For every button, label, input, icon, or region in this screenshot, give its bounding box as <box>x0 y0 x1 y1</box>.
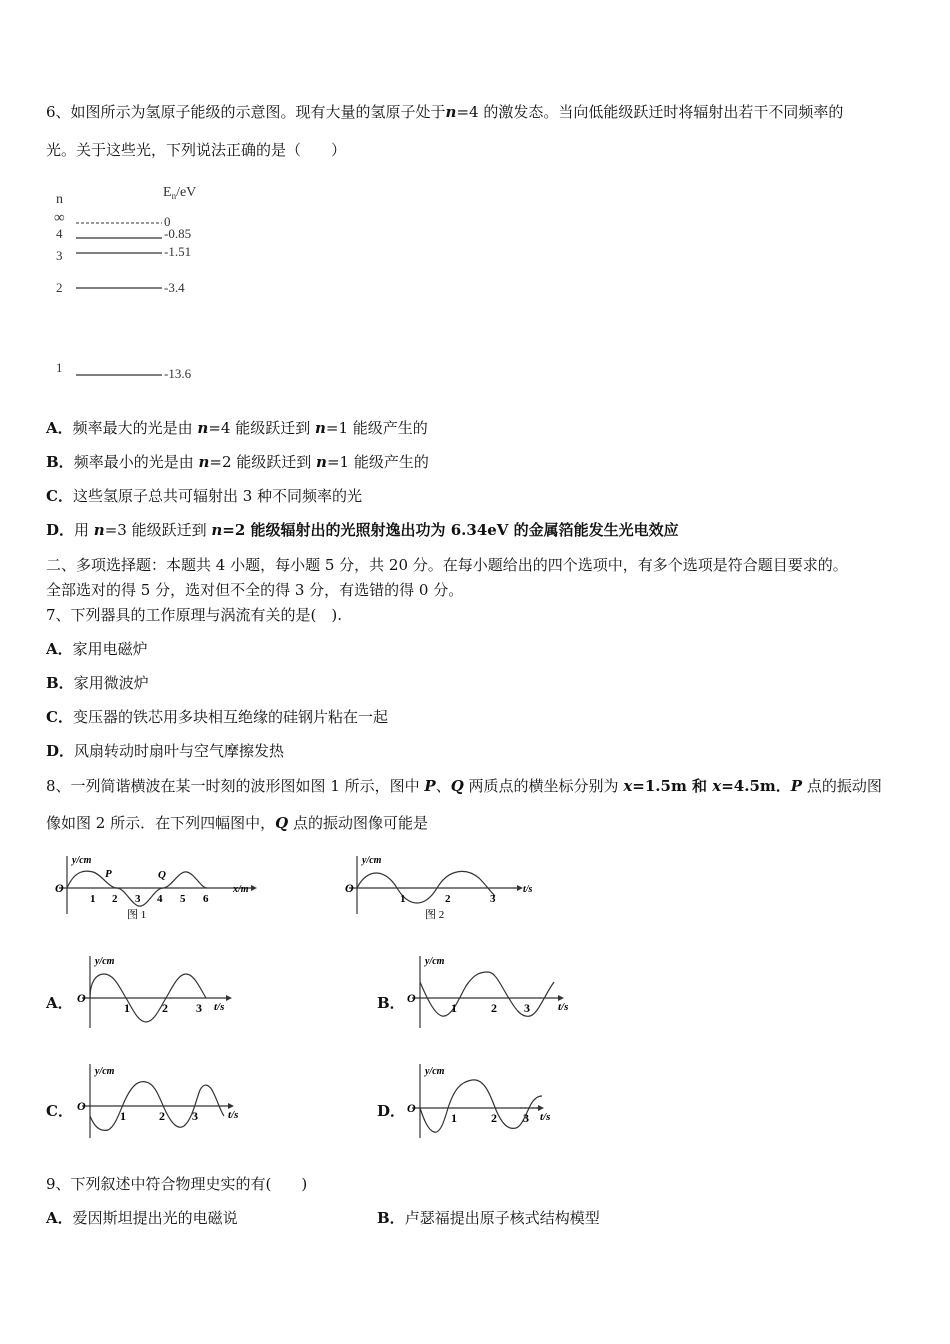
energy-axis-label: $E_n/eV$ <box>163 185 197 201</box>
x-axis-label: t/s <box>558 1001 569 1013</box>
option-var: n <box>93 521 105 539</box>
option-label: D． <box>46 742 75 760</box>
q7-option-a[interactable] <box>46 639 148 659</box>
q6-stem-text: =4 的激发态。当向低能级跃迁时将辐射出若干不同频率的 <box>456 103 844 121</box>
tick-label: 3 <box>523 1111 529 1125</box>
option-label: A． <box>46 994 73 1012</box>
option-curve <box>420 972 554 1016</box>
option-label: D． <box>377 1102 406 1120</box>
option-text: =1 能级产生的 <box>325 419 428 437</box>
section2-heading-line2 <box>46 580 463 600</box>
option-var: n <box>198 453 210 471</box>
option-text: =4 能级跃迁到 <box>208 419 315 437</box>
q6-option-a[interactable] <box>46 418 428 438</box>
option-text: 家用微波炉 <box>73 674 149 692</box>
figure-1-wave-graph <box>55 852 265 927</box>
q8-text: 点的振动图像可能是 <box>288 814 428 832</box>
y-axis-label: y/cm <box>362 855 382 866</box>
option-text: 用 <box>74 521 94 539</box>
q6-stem-line2 <box>46 140 346 160</box>
tick-label: 3 <box>196 1001 202 1015</box>
option-text: 爱因斯坦提出光的电磁说 <box>72 1209 238 1227</box>
q9-option-a[interactable] <box>46 1208 238 1228</box>
q8-option-a-label[interactable] <box>46 993 73 1013</box>
x-axis-label: x/m <box>233 884 249 895</box>
q8-text: 8、一列简谐横波在某一时刻的波形图如图 1 所示，图中 <box>46 777 425 795</box>
y-axis-label: y/cm <box>95 956 115 967</box>
q8-var-x: x <box>623 777 633 795</box>
q7-option-d[interactable] <box>46 741 284 761</box>
n-axis-label: n <box>56 192 63 207</box>
x-axis-label: t/s <box>214 1001 225 1013</box>
level-e-2: -3.4 <box>164 280 185 295</box>
q6-option-c[interactable] <box>46 486 362 506</box>
option-var: n <box>197 419 209 437</box>
tick-label: 3 <box>490 893 496 905</box>
tick-label: 4 <box>157 893 163 905</box>
option-text: =2 能级跃迁到 <box>209 453 317 471</box>
tick-label: 6 <box>203 893 209 905</box>
q6-stem-text: 光。关于这些光，下列说法正确的是（ ） <box>46 141 347 159</box>
point-q-label: Q <box>158 869 166 881</box>
q6-stem-line1 <box>46 102 843 122</box>
option-label: C． <box>46 487 73 505</box>
option-text: 这些氢原子总共可辐射出 3 种不同频率的光 <box>72 487 363 505</box>
vibration-curve <box>357 871 495 903</box>
section2-heading-line1 <box>46 555 848 575</box>
option-label: A． <box>46 1209 73 1227</box>
option-var: n <box>211 521 223 539</box>
level-e-inf: 0 <box>164 214 171 229</box>
option-text: 家用电磁炉 <box>72 640 148 658</box>
figure-caption: 图 1 <box>127 909 147 921</box>
q8-stem-line2 <box>46 813 428 833</box>
section-text: 二、多项选择题：本题共 4 小题，每小题 5 分，共 20 分。在每小题给出的四个选项中，有多个选项是符合题目要求的。 <box>46 556 848 574</box>
tick-label: 1 <box>451 1001 457 1015</box>
origin-label: O <box>77 991 86 1005</box>
tick-label: 2 <box>159 1109 165 1123</box>
q8-option-c-label[interactable] <box>46 1101 73 1121</box>
section-text: 全部选对的得 5 分，选对但不全的得 3 分，有选错的得 0 分。 <box>46 581 464 599</box>
option-text: =3 能级跃迁到 <box>104 521 212 539</box>
origin-label: O <box>407 1101 416 1115</box>
option-label: C． <box>46 1102 73 1120</box>
tick-label: 1 <box>124 1001 130 1015</box>
level-n-1: 1 <box>56 360 63 375</box>
x-axis-label: t/s <box>523 884 533 895</box>
level-n-inf: ∞ <box>54 210 65 226</box>
x-axis-arrow <box>251 885 257 891</box>
tick-label: 3 <box>524 1001 530 1015</box>
level-n-2: 2 <box>56 280 63 295</box>
q8-text: =4.5m． <box>721 777 791 795</box>
tick-label: 1 <box>90 893 96 905</box>
option-label: B． <box>377 1209 405 1227</box>
q8-option-b-label[interactable] <box>377 993 405 1013</box>
origin-label: O <box>55 881 64 895</box>
q8-option-c-graph[interactable] <box>72 1060 252 1142</box>
option-text: 频率最大的光是由 <box>72 419 198 437</box>
option-label: B． <box>46 674 74 692</box>
q7-option-b[interactable] <box>46 673 149 693</box>
option-var: n <box>316 453 327 471</box>
figure-caption: 图 2 <box>425 909 445 921</box>
tick-label: 1 <box>120 1109 126 1123</box>
level-e-4: -0.85 <box>164 226 192 241</box>
option-text: 变压器的铁芯用多块相互绝缘的硅钢片粘在一起 <box>72 708 388 726</box>
q8-option-d-label[interactable] <box>377 1101 405 1121</box>
q8-var-p: P <box>790 777 803 795</box>
y-axis-label: y/cm <box>72 855 92 866</box>
option-label: A． <box>46 640 73 658</box>
level-e-1: -13.6 <box>164 366 192 381</box>
option-text: =1 能级产生的 <box>326 453 429 471</box>
x-axis-label: t/s <box>228 1109 239 1121</box>
option-label: B． <box>377 994 405 1012</box>
q8-text: =1.5m 和 <box>632 777 713 795</box>
q8-option-d-graph[interactable] <box>402 1060 582 1142</box>
origin-label: O <box>345 881 354 895</box>
option-label: B． <box>46 453 74 471</box>
x-axis-label: t/s <box>540 1111 551 1123</box>
tick-label: 2 <box>112 893 118 905</box>
tick-label: 3 <box>135 893 141 905</box>
q8-option-b-graph[interactable] <box>402 952 582 1032</box>
origin-label: O <box>77 1099 86 1113</box>
q8-var-p: P <box>424 777 436 795</box>
tick-label: 2 <box>162 1001 168 1015</box>
origin-label: O <box>407 991 416 1005</box>
y-axis-label: y/cm <box>425 956 445 967</box>
tick-label: 2 <box>491 1001 497 1015</box>
option-var: n <box>314 419 326 437</box>
q9-stem <box>46 1174 307 1194</box>
q8-text: 像如图 2 所示．在下列四幅图中， <box>46 814 276 832</box>
tick-label: 5 <box>180 893 186 905</box>
q8-stem-line1 <box>46 776 882 796</box>
q8-text: 、 <box>435 777 451 795</box>
tick-label: 1 <box>451 1111 457 1125</box>
figure-2-vibration-graph <box>345 852 545 927</box>
tick-label: 1 <box>400 893 406 905</box>
y-axis-label: y/cm <box>95 1066 115 1077</box>
level-n-3: 3 <box>56 248 63 263</box>
option-label: A． <box>46 419 73 437</box>
q8-var-q: Q <box>275 814 289 832</box>
q8-text: 点的振动图 <box>802 777 882 795</box>
tick-label: 2 <box>491 1111 497 1125</box>
y-axis-label: y/cm <box>425 1066 445 1077</box>
q6-option-b[interactable] <box>46 452 429 472</box>
option-label: D． <box>46 521 75 539</box>
option-text: 风扇转动时扇叶与空气摩擦发热 <box>74 742 285 760</box>
point-p-label: P <box>105 868 112 880</box>
q6-option-d[interactable] <box>46 520 679 540</box>
q7-option-c[interactable] <box>46 707 388 727</box>
option-text: =2 能级辐射出的光照射逸出功为 6.34eV 的金属箔能发生光电效应 <box>222 521 679 539</box>
q8-text: 两质点的横坐标分别为 <box>463 777 624 795</box>
q7-stem-text: 7、下列器具的工作原理与涡流有关的是( ). <box>46 606 343 624</box>
q9-option-b[interactable] <box>377 1208 600 1228</box>
option-text: 频率最小的光是由 <box>73 453 199 471</box>
q7-stem <box>46 605 342 625</box>
q6-var-n: n <box>445 103 457 121</box>
q9-stem-text: 9、下列叙述中符合物理史实的有( ) <box>46 1175 308 1193</box>
q8-option-a-graph[interactable] <box>72 952 252 1032</box>
option-label: C． <box>46 708 73 726</box>
level-n-4: 4 <box>56 226 63 241</box>
tick-label: 2 <box>445 893 451 905</box>
level-e-3: -1.51 <box>164 244 192 259</box>
q8-var-x: x <box>712 777 722 795</box>
x-axis-arrow <box>226 995 232 1001</box>
option-text: 卢瑟福提出原子核式结构模型 <box>404 1209 600 1227</box>
energy-level-diagram <box>50 180 220 385</box>
tick-label: 3 <box>192 1109 198 1123</box>
q8-var-q: Q <box>450 777 464 795</box>
q6-stem-text: 6、如图所示为氢原子能级的示意图。现有大量的氢原子处于 <box>46 103 446 121</box>
